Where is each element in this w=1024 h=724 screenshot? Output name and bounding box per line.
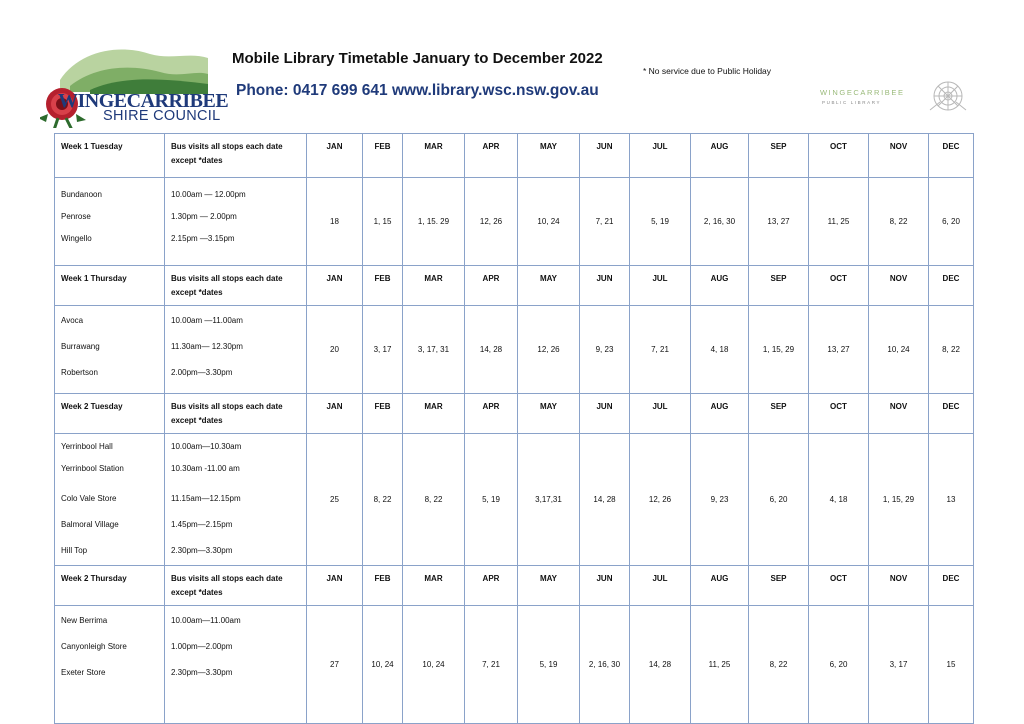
visit-dates: 6, 20 [809, 606, 869, 724]
visit-dates: 8, 22 [403, 434, 465, 566]
visit-dates: 3, 17 [363, 306, 403, 394]
month-header: JUL [630, 394, 691, 434]
month-header: APR [465, 394, 518, 434]
month-header: MAY [518, 566, 580, 606]
month-header: NOV [869, 394, 929, 434]
month-header: JUN [580, 266, 630, 306]
visit-dates: 1, 15, 29 [869, 434, 929, 566]
month-header: NOV [869, 566, 929, 606]
stop-times-cell [165, 434, 307, 566]
month-header: DEC [929, 266, 974, 306]
month-header: SEP [749, 134, 809, 178]
visit-note-line: Bus visits all stops each date [171, 574, 283, 583]
section-body-row [55, 306, 974, 394]
month-header: DEC [929, 394, 974, 434]
visit-dates: 4, 18 [809, 434, 869, 566]
visit-dates: 2, 16, 30 [691, 178, 749, 266]
section-header-row [55, 394, 974, 434]
stop-name: Yerrinbool Hall [61, 442, 113, 451]
visit-dates: 18 [307, 178, 363, 266]
stop-times-cell [165, 606, 307, 724]
visit-dates: 15 [929, 606, 974, 724]
month-header: AUG [691, 566, 749, 606]
visit-dates: 8, 22 [869, 178, 929, 266]
visit-dates: 14, 28 [580, 434, 630, 566]
stop-time: 10.00am—10.30am [171, 442, 242, 451]
stop-name: Bundanoon [61, 190, 102, 199]
stop-times-cell [165, 178, 307, 266]
section-body-row [55, 178, 974, 266]
stop-time: 2.15pm —3.15pm [171, 234, 235, 243]
council-logo-line1: WINGECARRIBEE [58, 90, 229, 112]
contact-line: Phone: 0417 699 641 www.library.wsc.nsw.gov.au [236, 82, 599, 99]
month-header: SEP [749, 566, 809, 606]
visit-dates: 4, 18 [691, 306, 749, 394]
stop-name: Burrawang [61, 342, 100, 351]
visit-note-line: except *dates [171, 588, 223, 597]
month-header: MAY [518, 394, 580, 434]
stop-time: 10.00am — 12.00pm [171, 190, 246, 199]
stop-name: Avoca [61, 316, 84, 325]
month-header: JUL [630, 566, 691, 606]
month-header: JUN [580, 134, 630, 178]
visit-note-line: except *dates [171, 416, 223, 425]
visit-dates: 10, 24 [403, 606, 465, 724]
month-header: FEB [363, 134, 403, 178]
stop-time: 10.30am -11.00 am [171, 464, 240, 473]
stop-times-cell [165, 306, 307, 394]
month-header: MAY [518, 134, 580, 178]
stop-name: Penrose [61, 212, 91, 221]
stop-time: 11.30am— 12.30pm [171, 342, 243, 351]
visit-dates: 7, 21 [465, 606, 518, 724]
stop-name: Balmoral Village [61, 520, 119, 529]
month-header: DEC [929, 134, 974, 178]
stop-time: 1.45pm—2.15pm [171, 520, 233, 529]
stop-time: 2.00pm—3.30pm [171, 368, 233, 377]
visit-dates: 7, 21 [580, 178, 630, 266]
month-header: OCT [809, 566, 869, 606]
visit-dates: 3, 17, 31 [403, 306, 465, 394]
stop-names-cell [55, 178, 165, 266]
visit-dates: 5, 19 [630, 178, 691, 266]
month-header: APR [465, 266, 518, 306]
visit-note [165, 134, 307, 178]
visit-note-line: Bus visits all stops each date [171, 274, 283, 283]
stop-name: Wingello [61, 234, 92, 243]
month-header: DEC [929, 566, 974, 606]
visit-dates: 3,17,31 [518, 434, 580, 566]
stop-name: New Berrima [61, 616, 108, 625]
month-header: FEB [363, 266, 403, 306]
visit-note [165, 266, 307, 306]
stop-time: 1.30pm — 2.00pm [171, 212, 237, 221]
stop-name: Robertson [61, 368, 98, 377]
visit-dates: 10, 24 [363, 606, 403, 724]
page-title: Mobile Library Timetable January to December 2022 [232, 50, 603, 67]
visit-dates: 11, 25 [691, 606, 749, 724]
visit-dates: 13, 27 [749, 178, 809, 266]
library-logo-line1: WINGECARRIBEE [820, 88, 905, 97]
stop-names-cell [55, 306, 165, 394]
month-header: OCT [809, 266, 869, 306]
month-header: MAR [403, 394, 465, 434]
month-header: NOV [869, 134, 929, 178]
month-header: JAN [307, 134, 363, 178]
visit-dates: 1, 15, 29 [749, 306, 809, 394]
visit-note-line: except *dates [171, 156, 223, 165]
month-header: MAR [403, 266, 465, 306]
visit-dates: 11, 25 [809, 178, 869, 266]
section-name: Week 1 Thursday [55, 266, 165, 306]
month-header: MAR [403, 134, 465, 178]
visit-dates: 14, 28 [465, 306, 518, 394]
holiday-note: * No service due to Public Holiday [643, 66, 772, 76]
month-header: MAR [403, 566, 465, 606]
section-name: Week 2 Thursday [55, 566, 165, 606]
month-header: FEB [363, 394, 403, 434]
visit-dates: 1, 15. 29 [403, 178, 465, 266]
visit-dates: 6, 20 [929, 178, 974, 266]
stop-names-cell [55, 434, 165, 566]
section-body-row [55, 434, 974, 566]
month-header: OCT [809, 134, 869, 178]
visit-dates: 8, 22 [363, 434, 403, 566]
stop-time: 10.00am —11.00am [171, 316, 243, 325]
month-header: MAY [518, 266, 580, 306]
month-header: JAN [307, 266, 363, 306]
visit-dates: 12, 26 [630, 434, 691, 566]
visit-dates: 9, 23 [691, 434, 749, 566]
month-header: AUG [691, 394, 749, 434]
stop-name: Yerrinbool Station [61, 464, 124, 473]
month-header: SEP [749, 394, 809, 434]
visit-dates: 13, 27 [809, 306, 869, 394]
stop-time: 2.30pm—3.30pm [171, 668, 233, 677]
month-header: NOV [869, 266, 929, 306]
month-header: APR [465, 134, 518, 178]
visit-dates: 13 [929, 434, 974, 566]
stop-name: Exeter Store [61, 668, 106, 677]
visit-dates: 8, 22 [929, 306, 974, 394]
visit-dates: 2, 16, 30 [580, 606, 630, 724]
visit-dates: 10, 24 [869, 306, 929, 394]
month-header: OCT [809, 394, 869, 434]
visit-dates: 12, 26 [465, 178, 518, 266]
stop-time: 1.00pm—2.00pm [171, 642, 233, 651]
month-header: JUL [630, 266, 691, 306]
visit-dates: 9, 23 [580, 306, 630, 394]
visit-note-line: Bus visits all stops each date [171, 142, 283, 151]
council-logo-line2: SHIRE COUNCIL [103, 108, 221, 124]
month-header: AUG [691, 134, 749, 178]
visit-dates: 5, 19 [465, 434, 518, 566]
visit-dates: 7, 21 [630, 306, 691, 394]
visit-dates: 3, 17 [869, 606, 929, 724]
month-header: APR [465, 566, 518, 606]
visit-dates: 1, 15 [363, 178, 403, 266]
library-logo [818, 78, 968, 118]
visit-note-line: Bus visits all stops each date [171, 402, 283, 411]
stop-name: Canyonleigh Store [61, 642, 127, 651]
section-name: Week 2 Tuesday [55, 394, 165, 434]
visit-dates: 12, 26 [518, 306, 580, 394]
month-header: SEP [749, 266, 809, 306]
month-header: JUL [630, 134, 691, 178]
visit-dates: 6, 20 [749, 434, 809, 566]
section-name: Week 1 Tuesday [55, 134, 165, 178]
month-header: JAN [307, 394, 363, 434]
month-header: JUN [580, 566, 630, 606]
visit-dates: 25 [307, 434, 363, 566]
visit-dates: 27 [307, 606, 363, 724]
stop-names-cell [55, 606, 165, 724]
visit-note [165, 394, 307, 434]
library-logo-line2: PUBLIC LIBRARY [822, 100, 882, 105]
section-header-row [55, 266, 974, 306]
visit-dates: 20 [307, 306, 363, 394]
stop-time: 11.15am—12.15pm [171, 494, 241, 503]
visit-dates: 5, 19 [518, 606, 580, 724]
section-body-row [55, 606, 974, 724]
month-header: JUN [580, 394, 630, 434]
month-header: JAN [307, 566, 363, 606]
visit-dates: 8, 22 [749, 606, 809, 724]
stop-name: Colo Vale Store [61, 494, 117, 503]
section-header-row [55, 134, 974, 178]
visit-note [165, 566, 307, 606]
stop-name: Hill Top [61, 546, 88, 555]
visit-dates: 10, 24 [518, 178, 580, 266]
timetable [54, 133, 974, 724]
visit-dates: 14, 28 [630, 606, 691, 724]
month-header: AUG [691, 266, 749, 306]
visit-note-line: except *dates [171, 288, 223, 297]
stop-time: 2.30pm—3.30pm [171, 546, 233, 555]
month-header: FEB [363, 566, 403, 606]
section-header-row [55, 566, 974, 606]
stop-time: 10.00am—11.00am [171, 616, 241, 625]
